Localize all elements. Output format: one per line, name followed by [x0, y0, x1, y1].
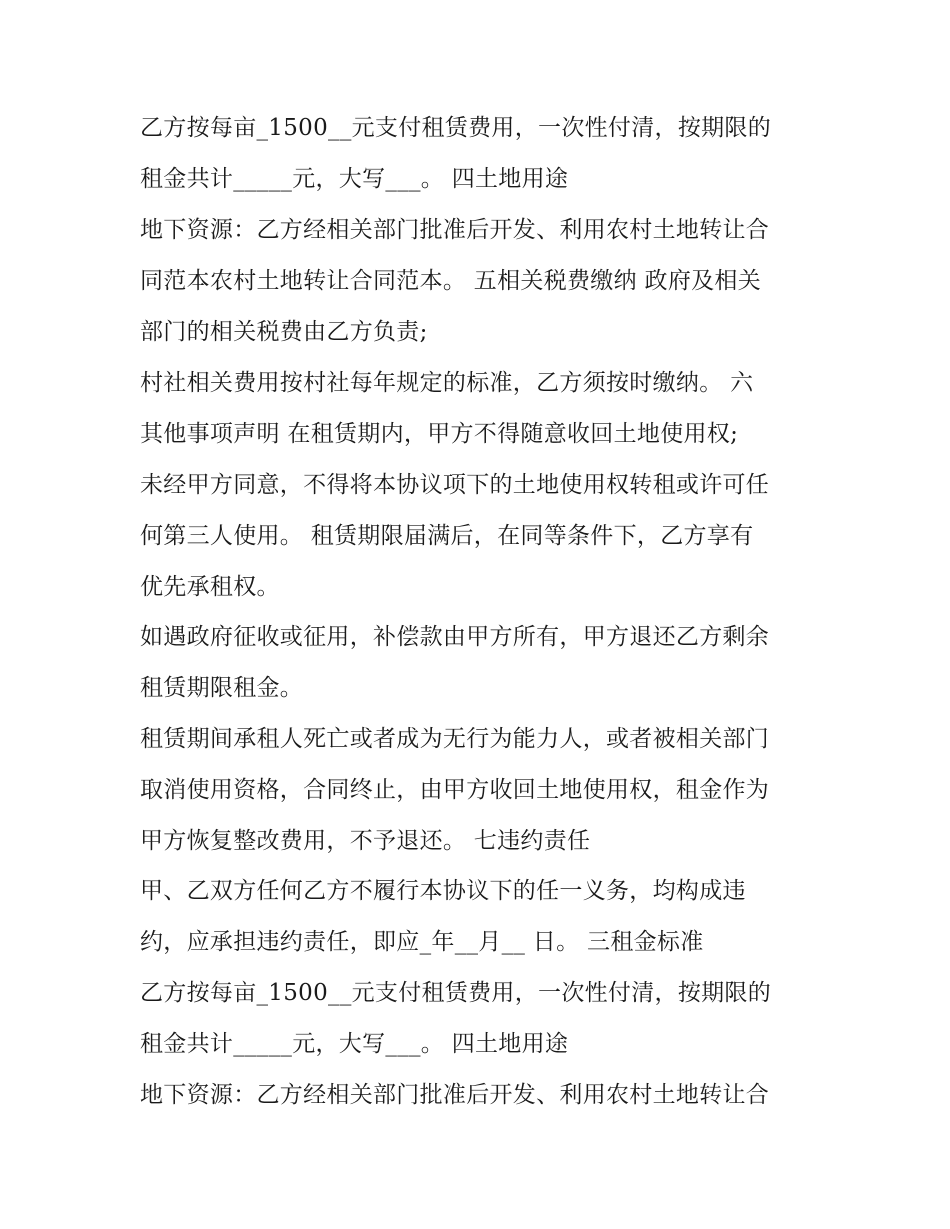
text-line: 优先承租权。 — [140, 574, 280, 600]
text-line: 乙方按每亩_1500__元支付租赁费用，一次性付清，按期限的 — [140, 980, 772, 1006]
text-line: 何第三人使用。 租赁期限届满后，在同等条件下，乙方享有 — [140, 523, 754, 549]
text-line: 其他事项声明 在租赁期内，甲方不得随意收回土地使用权; — [140, 421, 739, 447]
text-line: 租金共计_____元，大写___。 四土地用途 — [140, 1031, 569, 1057]
text-line: 租赁期间承租人死亡或者成为无行为能力人，或者被相关部门 — [140, 726, 770, 752]
text-line: 部门的相关税费由乙方负责; — [140, 319, 428, 345]
text-line: 地下资源：乙方经相关部门批准后开发、利用农村土地转让合 — [140, 217, 770, 243]
text-line: 取消使用资格，合同终止，由甲方收回土地使用权，租金作为 — [140, 777, 770, 803]
text-line: 约，应承担违约责任，即应_年__月__ 日。 三租金标准 — [140, 929, 704, 955]
text-line: 村社相关费用按村社每年规定的标准，乙方须按时缴纳。 六 — [140, 370, 754, 396]
text-line: 同范本农村土地转让合同范本。 五相关税费缴纳 政府及相关 — [140, 268, 762, 294]
text-line: 地下资源：乙方经相关部门批准后开发、利用农村土地转让合 — [140, 1082, 770, 1108]
text-line: 乙方按每亩_1500__元支付租赁费用，一次性付清，按期限的 — [140, 115, 772, 141]
text-line: 甲方恢复整改费用，不予退还。 七违约责任 — [140, 828, 591, 854]
text-line: 如遇政府征收或征用，补偿款由甲方所有，甲方退还乙方剩余 — [140, 624, 770, 650]
text-line: 租金共计_____元，大写___。 四土地用途 — [140, 166, 569, 192]
text-line: 租赁期限租金。 — [140, 675, 304, 701]
text-line: 甲、乙双方任何乙方不履行本协议下的任一义务，均构成违 — [140, 878, 746, 904]
text-line: 未经甲方同意，不得将本协议项下的土地使用权转租或许可任 — [140, 472, 770, 498]
